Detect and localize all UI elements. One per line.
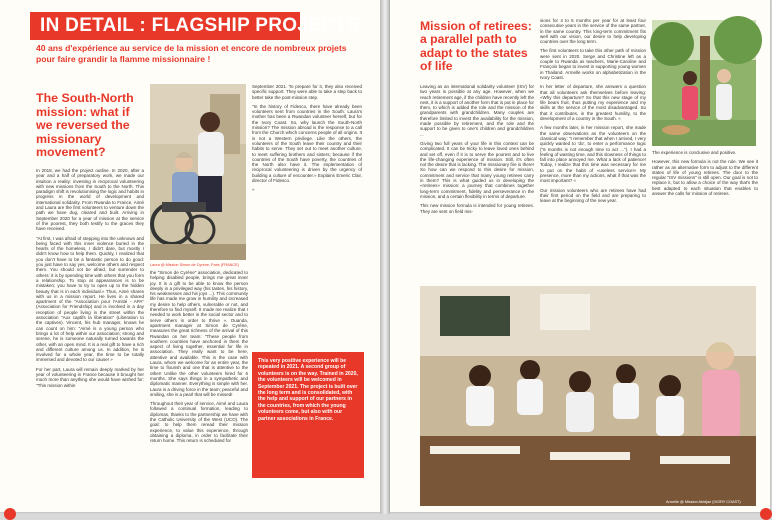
left-column-2 <box>150 270 248 512</box>
paragraph: Giving two full years of your life in this context can be complicated. It can be tricky to leave loved ones behind and set off, even if it is to serve the poorest and to live the life-changing experience of mission. Still, it's often not the desire that is lacking. The missionary fire is there! So how can we respond to this desire for mission, commitment and service that many young retirees carry in them? This is what guided us in developing the «retirees» mission: a journey that combines together long-term commitment, fidelity and perseverance in the mission, and a certain flexibility in terms of departure. <box>420 140 534 199</box>
photo-classroom <box>420 286 756 506</box>
photo-garden <box>652 20 756 146</box>
photo-laura <box>150 84 246 260</box>
article-title-south-north: The South-North mission: what if we reversed the missionary movement? <box>36 91 134 159</box>
left-column-1 <box>36 168 144 512</box>
paragraph: Throughout their year of service, Aimé and Laura followed a continual formation, leading to diplomas, thanks to the partnership we have with the Catholic University of the West (UCO). The goal: to help them reread their mission experience, to value this experience, through obtaining a diploma, in order to facilitate their return home. This return is scheduled for <box>150 401 248 444</box>
paragraph: Our mission volunteers who are retirees have had their first period on the field and are preparing to leave at the beginning of the new year. <box>540 187 646 204</box>
photo-classroom-illustration <box>420 286 756 506</box>
page-gutter <box>380 0 390 514</box>
paragraph: » <box>252 187 255 193</box>
left-column-3 <box>252 84 362 254</box>
paragraph: Leaving as an international solidarity volunteer (ISV) for two years is possible at any age. However, when we reach retirement age, if the children have recently left the nest, it is a support of another form that is put in place for them, to which is added the role and the mission of the grandparents with grandchildren. Many couples are therefore limited to invest the availability for the mission, made possible by retirement, and the role and the support to be given to one's children and grandchildren ... <box>420 84 534 137</box>
paragraph: For her part, Laura will remain deeply marked by her year of volunteering in France because it brought her much more than anything she would have wished for: "This mission within <box>36 366 144 388</box>
section-subtitle: 40 ans d'expérience au service de la mission et encore de nombreux projets pour faire grandir la flamme missionnaire ! <box>36 43 347 64</box>
right-column-1 <box>420 84 534 280</box>
paragraph: In her letter of departure, she answers a question that all volunteers ask themselves before leaving: «Why this departure? So that this new stage of my life bears fruit, thus putting my experience and my skills at the service of the most disadvantaged. So that it contributes, in the greatest humility, to the development of a country in the South. « <box>540 84 646 122</box>
paragraph: September 2021. To prepare for it, they also received specific support. They were able to take a step back to better take the post-mission step. <box>252 84 362 100</box>
photo-garden-illustration <box>652 20 756 146</box>
page-number-dot-right <box>760 508 772 520</box>
left-page <box>0 0 380 512</box>
paragraph: "In the history of Fidesco, there have already been volunteers sent from countries in the South. Laura's mother has been a Rwandan volunteer herself, but for the Ivory Coast. So, why launch the South-North mission? The mission abroad is the response to a call from the Church which concerns people of all origins. It is not a Western privilege. Like the others, the volunteers of the South leave their country and their habits to serve. They set out to meet another culture, to meet suffering brothers and sisters; because if the countries of the South have poverty, the countries of the North also have it. The implementation of reciprocal volunteering is driven by the urgency of building a culture of encounter.» Explains Emeric Clair, director of Fidesco. <box>252 103 362 184</box>
highlight-callout: This very positive experience will be repeated in 2021. A second group of volunteers is on the way. Trained in 2020, the volunteers will be welcomed in September 2021. The project is built over the long term and is consolidated, with the help and support of our partners in the countries, from which the young volunteers come, but also with our partner associations in France. <box>252 352 364 478</box>
paragraph: A few months later, in her mission report, she made the same observations as the volunteers on the classical way: "I remember that when I arrived, I very quickly wanted to 'do', to enter a performance logic ("6 months is not enough time to act ..."). I had a feeling of wasting time, and this slowness of things to fall into place annoyed me. What a lack of patience! Today, I realize that this time was necessary for me to put on the habit of «useless service!» My presence, more than my actions, what if that was the most important? « <box>540 125 646 184</box>
photo-laura-caption: Laura @ Mission Simon de Cyrène, Paris (FRANCE) <box>150 263 239 267</box>
right-column-2 <box>540 18 646 280</box>
article-title-retirees: Mission of retirees: a parallel path to adapt to the states of life <box>420 19 532 74</box>
right-page <box>390 0 770 512</box>
paragraph: The experience is conclusive and positive. <box>652 150 737 155</box>
paragraph: sions for 4 to 6 months per year for at least four consecutive years in the service of the same partner, in the same country. This long-term commitment fits well with our vision, our desire to help developing countries over the long term. <box>540 18 646 45</box>
page-number-dot-left <box>4 508 16 520</box>
paragraph: The first volunteers to take this other path of mission were sent in 2020. Serge and Christine left as a couple to Rwanda as teachers, Marie-Caroline and François began to invest in supporting young women in Thailand. Armelle works on alphabetization in the Ivory Coast. <box>540 48 646 80</box>
photo-laura-illustration <box>150 84 246 260</box>
right-column-3 <box>652 150 758 280</box>
paragraph: "At first, I was afraid of stepping into the unknown and being faced with this inner violence buried in the hearts of the homeless, I didn't dare, but mostly I didn't know how to help them. Quickly, I realized that you don't have to be a fantastic person to do good: you just have to say yes, welcome others and respect them. You should not be afraid, but surrender to others: it is by spending time with others that you form a relationship. To stop at appearances is to be mistaken; you have to try to open up to the hidden beauty that is in each individual.» Thus, Aimé shares with us in a mission report. He lives in a shared apartment of the "Association pour l'Amitié - APA" (Association for Friendship) and is involved in a day reception of people living in the street within the association "Aux captifs la libération" (Liberation to the captives). Vincent, his hub manager, knows he can count on him: "Aimé is a young person who brings a lot of help within our association; strong and serene, he is someone naturally turned towards the other, with an open mind. It is a real gift to have a rich and different culture among us. In addition, he is involved for a whole year, the time to be totally immersed and devoted to our cause! » <box>36 235 144 363</box>
paragraph: the "Simon de Cyrène" association, dedicated to helping disabled people, brings me great inner joy. It is a gift to be able to know the person deeply in a privileged way (his tastes, his history, his weaknesses and his joys ...). This community life has made me grow in humility and increased my desire to help others, vulnerable or not, and therefore to find myself. It made me realize that I needed to work better in the social sector and to serve others in order to thrive ». Ouanda, apartment manager at Simon de Cyrène, measures the great richness of the arrival of this Rwandan on her team: "These people from southern countries have anchored in them the aspect of living together, essential for life in association. They really want to be here, attentive and available. This is the case with Laura, whom we welcome for an entire year, the time to flourish and one that is attentive to the other! Unlike the other volunteers hired for 6 months. She says things in a sympathetic and diplomatic manner. Everything is simple with her. Laura is a driving force in the team; peaceful and smiling, she is a pearl that will be missed! <box>150 270 248 397</box>
paragraph: This new mission formula is intended for young retirees. They are sent on field mis- <box>420 203 534 214</box>
section-banner: IN DETAIL : FLAGSHIP PROJECTS <box>30 12 300 40</box>
paragraph: In 2018, we had the project outline. In 2020, after a year and a half of preparatory work, we made our intuition a reality: investing in reciprocal volunteering with new missions from the South to the North. This paradigm shift is revolutionising the logic and habits in progress in the world of development and international solidarity. From Rwanda to France, Aimé and Laura are the first volunteers to venture down the path we have dug, cleared and built. Arriving in September 2020 for a year of mission at the service of the poorest, they both testify to the graces they have received. <box>36 168 144 232</box>
photo-classroom-caption: Armelle @ Mission Abidjan (IVORY COAST) <box>666 500 741 504</box>
paragraph: However, this new formula is not the rule. We see it rather as an alternative form to adjust to the different states of life of young retirees. The door to the regular "ISV missions" is still open. Our goal is not to replace it, but to allow a choice of the way that's the best adapted to each situation that enables to answer the calls for mission of retirees. <box>652 159 758 197</box>
